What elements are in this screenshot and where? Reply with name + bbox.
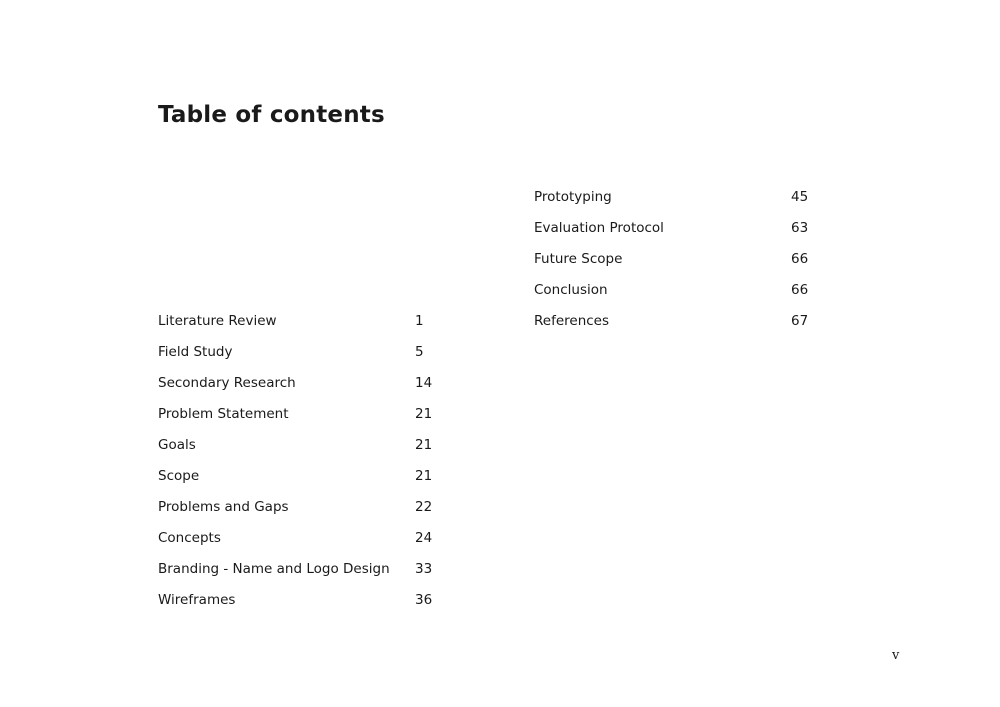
toc-entry-page: 14 xyxy=(415,375,433,391)
toc-entry-page: 21 xyxy=(415,437,433,453)
toc-entry-future-scope[interactable] xyxy=(534,244,809,275)
toc-entry-conclusion[interactable] xyxy=(534,275,809,306)
toc-entry-page: 1 xyxy=(415,313,424,329)
toc-entry-label: Evaluation Protocol xyxy=(534,220,664,236)
toc-entry-page: 22 xyxy=(415,499,433,515)
toc-entry-literature-review[interactable] xyxy=(158,306,424,337)
toc-entry-problem-statement[interactable] xyxy=(158,399,433,430)
toc-entry-label: References xyxy=(534,313,610,329)
toc-entry-page: 21 xyxy=(415,406,433,422)
toc-entry-references[interactable] xyxy=(534,306,809,337)
toc-entry-page: 5 xyxy=(415,344,424,360)
toc-entry-page: 67 xyxy=(791,313,809,329)
toc-entry-branding[interactable] xyxy=(158,554,433,585)
toc-entry-page: 36 xyxy=(415,592,433,608)
toc-entry-page: 63 xyxy=(791,220,809,236)
toc-entry-page: 66 xyxy=(791,282,809,298)
toc-entry-label: Problems and Gaps xyxy=(158,499,289,515)
toc-entry-label: Scope xyxy=(158,468,200,484)
toc-entry-page: 45 xyxy=(791,189,809,205)
toc-entry-label: Concepts xyxy=(158,530,221,546)
toc-entry-label: Field Study xyxy=(158,344,233,360)
toc-entry-label: Problem Statement xyxy=(158,406,289,422)
toc-left-column xyxy=(158,306,433,616)
toc-entry-label: Literature Review xyxy=(158,313,277,329)
toc-entry-page: 24 xyxy=(415,530,433,546)
toc-entry-scope[interactable] xyxy=(158,461,433,492)
toc-entry-label: Prototyping xyxy=(534,189,612,205)
toc-entry-field-study[interactable] xyxy=(158,337,424,368)
toc-entry-concepts[interactable] xyxy=(158,523,433,554)
toc-entry-evaluation-protocol[interactable] xyxy=(534,213,809,244)
toc-entry-label: Branding - Name and Logo Design xyxy=(158,561,390,577)
toc-entry-label: Future Scope xyxy=(534,251,623,267)
toc-entry-prototyping[interactable] xyxy=(534,182,809,213)
toc-entry-label: Goals xyxy=(158,437,196,453)
toc-entry-wireframes[interactable] xyxy=(158,585,433,616)
toc-entry-problems-and-gaps[interactable] xyxy=(158,492,433,523)
toc-entry-page: 21 xyxy=(415,468,433,484)
toc-entry-label: Wireframes xyxy=(158,592,236,608)
toc-entry-goals[interactable] xyxy=(158,430,433,461)
page-number: v xyxy=(892,648,900,663)
toc-right-column xyxy=(534,182,809,337)
toc-entry-page: 66 xyxy=(791,251,809,267)
toc-entry-secondary-research[interactable] xyxy=(158,368,433,399)
toc-entry-label: Secondary Research xyxy=(158,375,296,391)
toc-entry-label: Conclusion xyxy=(534,282,608,298)
toc-entry-page: 33 xyxy=(415,561,433,577)
page-title: Table of contents xyxy=(158,102,385,128)
